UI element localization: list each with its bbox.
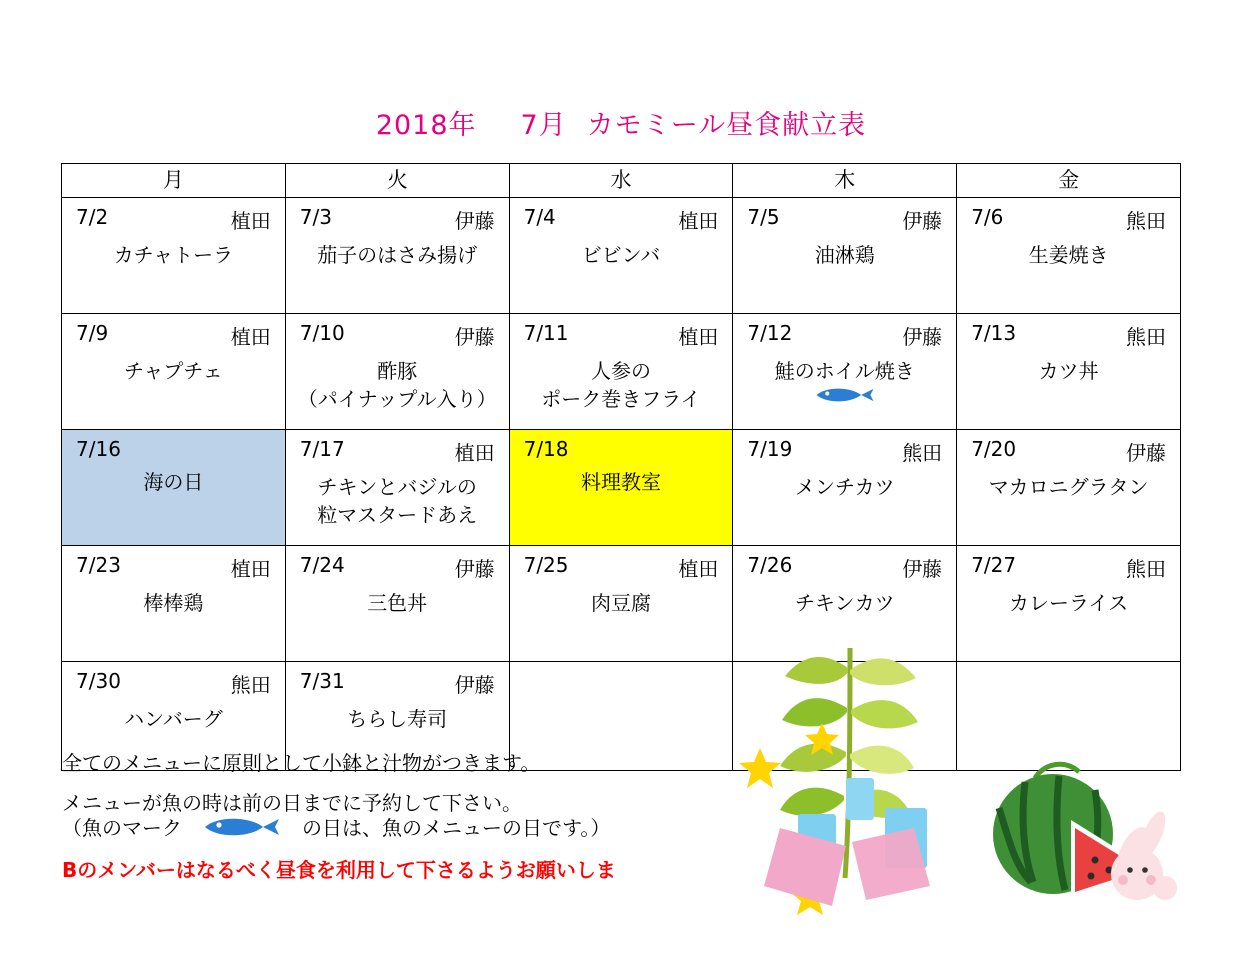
calendar-day-cell <box>509 198 733 314</box>
weekday-header-wed: 水 <box>509 164 733 198</box>
calendar-day-cell <box>62 198 286 314</box>
day-cell-header <box>286 314 509 350</box>
day-cell-header <box>286 546 509 582</box>
calendar-day-cell <box>509 314 733 430</box>
day-cell-header <box>957 430 1180 466</box>
day-menu-line: ビビンバ <box>581 243 661 267</box>
day-cell-header <box>733 198 956 234</box>
day-chef: 植田 <box>454 441 495 465</box>
day-menu-line: マカロニグラタン <box>988 475 1149 499</box>
calendar-day-cell <box>62 430 286 546</box>
day-chef: 伊藤 <box>454 209 495 233</box>
calendar-day-cell <box>62 314 286 430</box>
day-menu <box>957 350 1180 386</box>
day-menu-line: ハンバーグ <box>124 707 223 731</box>
day-chef: 熊田 <box>1126 557 1166 581</box>
day-menu <box>733 350 956 386</box>
day-cell-header <box>286 430 509 466</box>
calendar-day-cell <box>957 314 1181 430</box>
calendar-body <box>62 198 1181 771</box>
day-chef: 植田 <box>230 209 271 233</box>
day-chef: 植田 <box>678 209 719 233</box>
calendar-week-row <box>62 546 1181 662</box>
weekday-header-fri: 金 <box>957 164 1181 198</box>
tanabata-decoration-icon <box>700 628 970 918</box>
title-month: 7月 <box>520 110 567 141</box>
day-date: 7/23 <box>76 553 121 577</box>
day-chef: 伊藤 <box>902 325 943 349</box>
day-menu <box>957 582 1180 618</box>
day-chef: 熊田 <box>230 673 271 697</box>
day-menu-line: ちらし寿司 <box>347 707 448 731</box>
day-date: 7/5 <box>747 205 780 229</box>
day-chef: 熊田 <box>1126 325 1166 349</box>
day-date: 7/25 <box>523 553 569 577</box>
day-menu <box>62 234 285 270</box>
day-menu-line: チャプチェ <box>123 359 223 383</box>
day-menu-line: 鮭のホイル焼き <box>774 359 915 383</box>
calendar-week-row <box>62 430 1181 546</box>
day-date: 7/10 <box>299 321 345 345</box>
calendar-day-cell <box>733 430 957 546</box>
lunch-menu-calendar <box>61 163 1181 771</box>
day-cell-header <box>510 198 733 234</box>
note-line-3-prefix: （魚のマーク <box>62 816 182 840</box>
note-line-2: メニューが魚の時は前の日までに予約して下さい。 <box>62 791 522 815</box>
day-menu <box>510 582 733 618</box>
day-menu-line: 人参の <box>590 359 651 383</box>
day-cell-header <box>62 198 285 234</box>
day-cell-header <box>957 546 1180 582</box>
day-cell-header <box>286 662 509 698</box>
note-line-3-suffix: の日は、魚のメニューの日です。） <box>302 816 611 840</box>
day-cell-header <box>733 430 956 466</box>
day-menu-line: 油淋鶏 <box>814 243 875 267</box>
day-menu-line: カツ丼 <box>1038 359 1099 383</box>
day-date: 7/24 <box>299 553 345 577</box>
day-chef: 伊藤 <box>454 673 495 697</box>
day-menu <box>62 582 285 618</box>
day-cell-header <box>733 546 956 582</box>
day-date: 7/18 <box>523 437 569 461</box>
fish-mark-icon <box>182 817 302 842</box>
note-line-1: 全てのメニューに原則として小鉢と汁物がつきます。 <box>62 751 541 775</box>
day-menu <box>286 350 509 413</box>
day-menu <box>510 234 733 270</box>
day-date: 7/11 <box>523 321 569 345</box>
day-chef: 植田 <box>230 557 271 581</box>
notes-block <box>62 752 616 882</box>
day-date: 7/19 <box>747 437 793 461</box>
day-menu-line: 三色丼 <box>367 591 428 615</box>
day-chef: 熊田 <box>1126 209 1166 233</box>
day-menu <box>733 466 956 502</box>
note-line-3 <box>62 817 616 842</box>
day-cell-header <box>62 546 285 582</box>
calendar-day-cell <box>957 430 1181 546</box>
day-chef: 伊藤 <box>1126 441 1166 465</box>
day-menu-line: （パイナップル入り） <box>297 386 497 411</box>
weekday-header-tue: 火 <box>285 164 509 198</box>
day-menu <box>957 234 1180 270</box>
day-date: 7/2 <box>76 205 109 229</box>
day-menu-line: 酢豚 <box>377 359 418 383</box>
day-date: 7/31 <box>299 669 345 693</box>
fish-mark-icon <box>733 387 956 405</box>
title-name: カモミール昼食献立表 <box>586 110 867 141</box>
day-menu <box>510 461 733 497</box>
calendar-day-cell <box>509 430 733 546</box>
day-cell-header <box>957 198 1180 234</box>
calendar-day-cell <box>62 546 286 662</box>
day-date: 7/6 <box>971 205 1004 229</box>
day-chef: 伊藤 <box>454 325 495 349</box>
calendar-day-cell <box>285 546 509 662</box>
title-year: 2018年 <box>375 110 477 141</box>
watermelon-rabbit-icon <box>975 748 1180 908</box>
day-menu <box>286 466 509 529</box>
day-menu <box>286 698 509 734</box>
day-chef: 伊藤 <box>902 209 943 233</box>
day-cell-header <box>510 430 733 461</box>
day-chef: 伊藤 <box>902 557 943 581</box>
day-date: 7/9 <box>76 321 109 345</box>
day-menu <box>62 350 285 386</box>
day-menu-line: 棒棒鶏 <box>143 591 204 615</box>
day-menu-line: チキンとバジルの <box>317 475 477 499</box>
day-cell-header <box>510 314 733 350</box>
page-title <box>0 103 1242 142</box>
day-chef: 植田 <box>678 557 719 581</box>
day-cell-header <box>957 314 1180 350</box>
day-menu <box>62 698 285 734</box>
calendar-day-cell <box>285 430 509 546</box>
day-menu-line: 粒マスタードあえ <box>317 502 478 527</box>
day-menu <box>286 582 509 618</box>
weekday-header-thu: 木 <box>733 164 957 198</box>
day-menu-line: 生姜焼き <box>1028 243 1109 267</box>
calendar-day-cell <box>733 198 957 314</box>
day-menu <box>733 234 956 270</box>
day-menu <box>510 350 733 413</box>
day-menu-line: 料理教室 <box>580 470 661 494</box>
day-menu <box>62 461 285 497</box>
day-cell-header <box>733 314 956 350</box>
calendar-week-row <box>62 198 1181 314</box>
day-date: 7/3 <box>299 205 332 229</box>
day-chef: 植田 <box>678 325 719 349</box>
day-menu <box>733 582 956 618</box>
day-chef: 熊田 <box>902 441 943 465</box>
day-cell-header <box>510 546 733 582</box>
day-date: 7/12 <box>747 321 793 345</box>
calendar-day-cell <box>957 546 1181 662</box>
day-menu <box>286 234 509 270</box>
day-menu-line: ポーク巻きフライ <box>541 386 701 411</box>
day-cell-header <box>62 430 285 461</box>
day-date: 7/16 <box>76 437 121 461</box>
calendar-day-cell <box>285 314 509 430</box>
day-menu-line: カレーライス <box>1008 591 1129 615</box>
day-date: 7/20 <box>971 437 1017 461</box>
calendar-week-row <box>62 314 1181 430</box>
calendar-day-cell <box>285 198 509 314</box>
day-menu-line: 海の日 <box>143 470 204 494</box>
calendar-day-cell <box>733 314 957 430</box>
day-cell-header <box>62 662 285 698</box>
day-menu <box>957 466 1180 502</box>
day-date: 7/27 <box>971 553 1017 577</box>
day-date: 7/30 <box>76 669 121 693</box>
day-cell-header <box>62 314 285 350</box>
day-menu-line: 茄子のはさみ揚げ <box>317 243 478 267</box>
day-date: 7/17 <box>299 437 345 461</box>
day-date: 7/13 <box>971 321 1017 345</box>
day-chef: 伊藤 <box>454 557 495 581</box>
day-chef: 植田 <box>230 325 271 349</box>
calendar-day-cell <box>957 198 1181 314</box>
weekday-header-row <box>62 164 1181 198</box>
day-menu-line: チキンカツ <box>794 591 895 615</box>
day-menu-line: メンチカツ <box>794 475 895 499</box>
day-date: 7/4 <box>523 205 556 229</box>
weekday-header-mon: 月 <box>62 164 286 198</box>
day-menu-line: カチャトーラ <box>113 243 234 267</box>
day-cell-header <box>286 198 509 234</box>
day-date: 7/26 <box>747 553 793 577</box>
note-line-4-warning: Bのメンバーはなるべく昼食を利用して下さるようお願いしま <box>62 858 616 882</box>
day-menu-line: 肉豆腐 <box>590 591 651 615</box>
